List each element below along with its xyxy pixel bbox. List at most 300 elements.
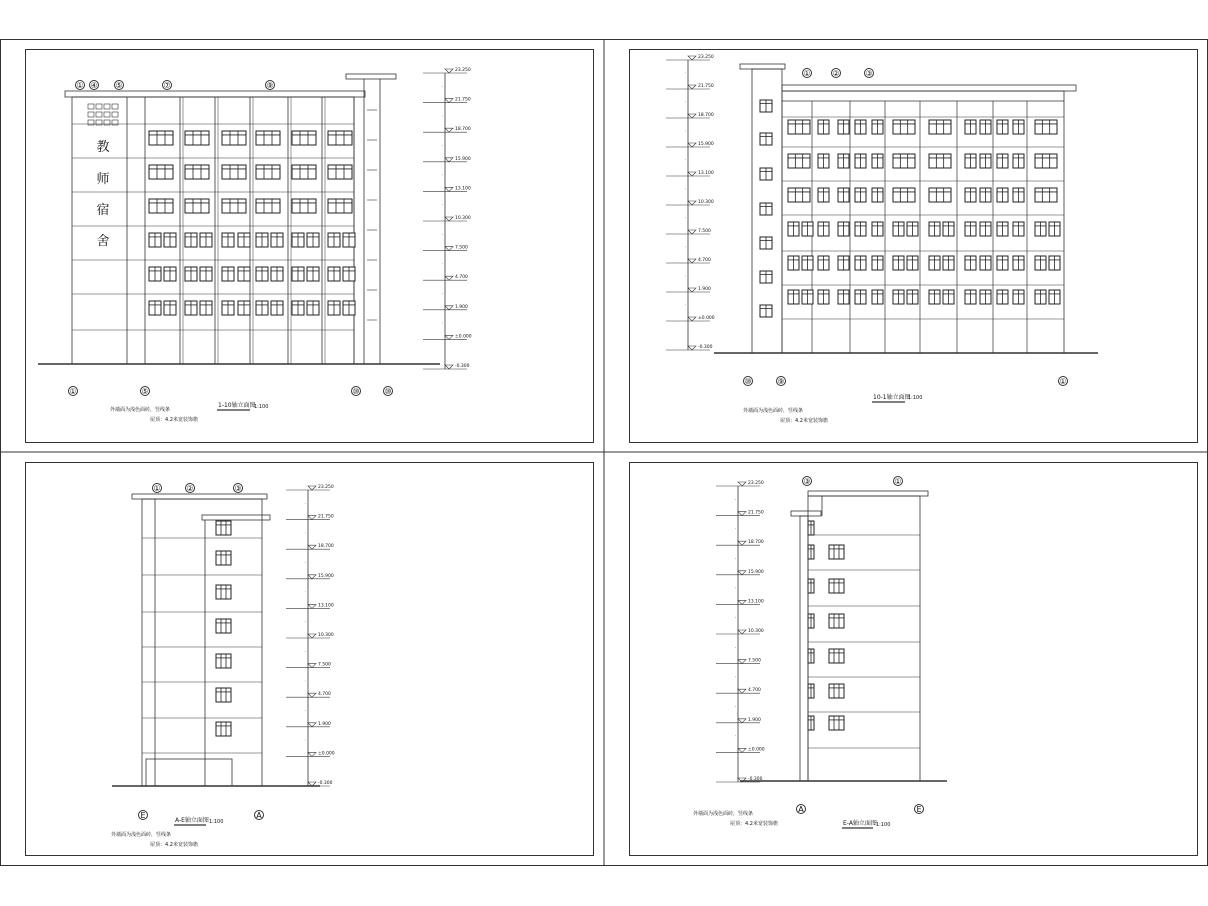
storey-dimension: · (685, 273, 687, 279)
window (343, 301, 355, 315)
window (149, 165, 173, 179)
window-frame (829, 684, 844, 698)
side-a-level-column (286, 484, 335, 786)
axis-bubble (163, 81, 172, 91)
svg-text:③: ③ (803, 477, 811, 486)
drawing-scale: 1:100 (209, 819, 224, 825)
level-label: 18.700 (318, 544, 334, 550)
window (307, 301, 319, 315)
window (929, 120, 951, 134)
window (808, 545, 814, 559)
level-marker (308, 486, 316, 490)
window (216, 654, 231, 668)
level-label: 4.700 (318, 692, 331, 698)
storey-dimension: · (442, 83, 444, 89)
window-frame (149, 199, 173, 213)
stair-roof-cap (740, 64, 785, 69)
window (292, 131, 316, 145)
window (307, 267, 319, 281)
window-frame (829, 716, 844, 730)
drawing-note: 屋顶：4.2米宽装饰檐 (780, 418, 828, 424)
window (222, 267, 234, 281)
building-body (808, 496, 920, 781)
drawing-note: 外墙面为浅色面砖，竖线条 (743, 408, 804, 414)
storey-dimension: · (735, 644, 737, 650)
window-frame (1035, 120, 1057, 134)
level-label: 7.500 (455, 245, 468, 251)
level-label: -0.300 (318, 781, 333, 786)
window-frame (829, 614, 844, 628)
window (893, 154, 915, 168)
svg-text:⑩: ⑩ (384, 387, 392, 396)
window (808, 649, 814, 663)
level-label: 10.300 (698, 200, 714, 205)
window (872, 120, 883, 134)
axis-bubble (352, 387, 361, 397)
level-marker (688, 317, 696, 321)
window (328, 301, 340, 315)
window-frame (328, 199, 352, 213)
level-marker (308, 634, 316, 638)
level-marker (738, 482, 746, 486)
axis-bubble (803, 69, 812, 79)
window-frame (256, 165, 280, 179)
drawing-note: 屋顶：4.2米宽装饰檐 (730, 821, 778, 827)
storey-dimension: · (305, 589, 307, 595)
level-label: 18.700 (748, 540, 764, 546)
storey-dimension: · (735, 733, 737, 739)
window-frame (216, 654, 231, 668)
window (929, 222, 940, 236)
side-b-level-column (716, 480, 765, 782)
window-frame (149, 165, 173, 179)
window (929, 256, 940, 270)
front-elevation-axis-bottom (69, 387, 393, 397)
storey-dimension: · (442, 202, 444, 208)
window-frame (256, 199, 280, 213)
window (997, 222, 1008, 236)
window (943, 256, 954, 270)
level-label: 15.900 (455, 156, 471, 162)
storey-dimension: · (685, 99, 687, 105)
level-marker (738, 630, 746, 634)
drawing-note: 外墙面为浅色面砖，竖线条 (111, 832, 172, 838)
storey-dimension: · (442, 320, 444, 326)
axis-bubble (255, 811, 264, 821)
svg-text:⑤: ⑤ (141, 387, 149, 396)
sign-char-1: 教 (96, 140, 110, 155)
window (808, 579, 814, 593)
window (256, 165, 280, 179)
window (893, 222, 904, 236)
level-label: 10.300 (318, 633, 334, 638)
sign-tile (96, 112, 102, 117)
level-marker (308, 604, 316, 608)
window-frame (222, 199, 246, 213)
drawing-scale: 1:100 (876, 822, 891, 828)
roof-parapet (132, 494, 267, 499)
storey-dimension: · (685, 215, 687, 221)
window-frame (1035, 188, 1057, 202)
window-frame (929, 120, 951, 134)
window (1013, 154, 1024, 168)
storey-dimension: · (442, 261, 444, 267)
window (808, 716, 814, 730)
rear-elevation-axis-top (803, 69, 874, 79)
rear-elevation-level-column (666, 54, 715, 350)
svg-text:⑩: ⑩ (744, 377, 752, 386)
storey-dimension: · (735, 526, 737, 532)
window (893, 188, 915, 202)
window-frame (185, 199, 209, 213)
window (1013, 222, 1024, 236)
window (907, 222, 918, 236)
window (808, 684, 814, 698)
window (256, 233, 268, 247)
level-marker (308, 664, 316, 668)
window (802, 290, 813, 304)
level-marker (445, 276, 453, 280)
window-frame (328, 165, 352, 179)
side-a-axis-top (153, 484, 243, 494)
level-marker (688, 288, 696, 292)
window-frame (292, 165, 316, 179)
window (980, 256, 991, 270)
window (216, 585, 231, 599)
level-marker (445, 99, 453, 103)
window (328, 131, 352, 145)
svg-text:⑦: ⑦ (163, 81, 171, 90)
svg-text:①: ① (1059, 377, 1067, 386)
window (164, 267, 176, 281)
axis-bubble (76, 81, 85, 91)
level-label: 23.250 (748, 481, 764, 486)
window (802, 256, 813, 270)
window (328, 267, 340, 281)
storey-dimension: · (735, 615, 737, 621)
window-frame (216, 551, 231, 565)
svg-text:④: ④ (90, 81, 98, 90)
level-label: 1.900 (318, 721, 331, 727)
window (292, 233, 304, 247)
window-frame (216, 619, 231, 633)
window-frame (216, 521, 231, 535)
window-frame (893, 188, 915, 202)
window (997, 120, 1008, 134)
window (929, 188, 951, 202)
level-label: 1.900 (748, 717, 761, 723)
level-marker (445, 247, 453, 251)
level-marker (738, 719, 746, 723)
level-marker (738, 571, 746, 575)
window-frame (185, 131, 209, 145)
storey-dimension: · (305, 500, 307, 506)
side-b-axis-top (803, 477, 903, 487)
window (760, 133, 772, 145)
window-frame (216, 688, 231, 702)
window (216, 551, 231, 565)
window (965, 188, 976, 202)
window (943, 222, 954, 236)
window (980, 188, 991, 202)
window (965, 154, 976, 168)
window (818, 256, 829, 270)
storey-dimension: · (305, 708, 307, 713)
window (238, 301, 250, 315)
storey-dimension: · (305, 737, 307, 743)
window (185, 301, 197, 315)
sign-char-3: 宿 (96, 203, 110, 218)
window (838, 120, 849, 134)
window (216, 619, 231, 633)
window (149, 233, 161, 247)
level-marker (688, 143, 696, 147)
rear-elevation-axis-bottom (744, 377, 1068, 387)
level-marker (738, 660, 746, 664)
window (838, 256, 849, 270)
window (149, 301, 161, 315)
window (872, 188, 883, 202)
window (328, 233, 340, 247)
axis-bubble (90, 81, 99, 91)
roof-parapet (65, 91, 365, 97)
level-label: 1.900 (698, 287, 711, 292)
window (855, 120, 866, 134)
drawing-scale: 1:100 (908, 395, 923, 401)
level-label: 15.900 (318, 573, 334, 579)
window-frame (788, 154, 810, 168)
level-marker (308, 693, 316, 697)
window (965, 290, 976, 304)
axis-bubble (915, 805, 924, 815)
axis-bubble (384, 387, 393, 397)
window (980, 120, 991, 134)
window (907, 290, 918, 304)
window (965, 120, 976, 134)
svg-text:③: ③ (865, 69, 873, 78)
window (838, 188, 849, 202)
storey-dimension: · (305, 648, 307, 654)
axis-bubble (865, 69, 874, 79)
window (271, 301, 283, 315)
side-elevation-b-drawing (740, 491, 947, 781)
storey-dimension: · (735, 585, 737, 591)
storey-dimension: · (735, 704, 737, 709)
window (149, 131, 173, 145)
window (838, 290, 849, 304)
storey-dimension: · (685, 70, 687, 76)
level-label: 21.750 (455, 97, 471, 103)
level-label: 23.250 (318, 485, 334, 490)
window (1049, 290, 1060, 304)
window (872, 154, 883, 168)
window (980, 290, 991, 304)
window (829, 716, 844, 730)
level-marker (445, 158, 453, 162)
window (788, 154, 810, 168)
window (965, 256, 976, 270)
window (328, 199, 352, 213)
axis-bubble (69, 387, 78, 397)
window (980, 222, 991, 236)
window-frame (292, 131, 316, 145)
axis-bubble (186, 484, 195, 494)
window (818, 290, 829, 304)
window (185, 131, 209, 145)
drawing-title: A-E轴立面图 (175, 817, 209, 824)
level-label: 4.700 (455, 275, 468, 281)
window-frame (829, 545, 844, 559)
svg-text:①: ① (76, 81, 84, 90)
building-body (142, 499, 262, 786)
stair-roof-cap (346, 74, 396, 79)
window-frame (893, 154, 915, 168)
sign-char-4: 舍 (96, 234, 110, 249)
drawing-note: 屋顶：4.2米宽装饰檐 (150, 417, 198, 423)
level-marker (738, 541, 746, 545)
level-marker (738, 748, 746, 752)
level-label: ±0.000 (318, 751, 335, 757)
axis-bubble (153, 484, 162, 494)
panel-border-top-right (630, 50, 1198, 443)
window (216, 722, 231, 736)
sign-tile (112, 112, 118, 117)
level-label: 18.700 (455, 127, 471, 133)
window (808, 521, 814, 535)
svg-text:①: ① (69, 387, 77, 396)
rear-elevation-drawing (714, 64, 1098, 353)
axis-bubble (234, 484, 243, 494)
window-frame (256, 131, 280, 145)
window (222, 233, 234, 247)
window (838, 222, 849, 236)
level-marker (738, 689, 746, 693)
window-frame (788, 188, 810, 202)
level-marker (308, 752, 316, 756)
axis-bubble (266, 81, 275, 91)
svg-text:②: ② (186, 484, 194, 493)
svg-text:⑤: ⑤ (115, 81, 123, 90)
window (271, 233, 283, 247)
level-label: 13.100 (698, 171, 714, 176)
sign-tile (112, 104, 118, 109)
level-marker (445, 306, 453, 310)
level-marker (688, 85, 696, 89)
window (760, 203, 772, 215)
front-elevation-level-column (423, 67, 472, 369)
level-label: 10.300 (455, 216, 471, 221)
window (818, 222, 829, 236)
window (1049, 256, 1060, 270)
window-frame (1035, 154, 1057, 168)
sign-tile (96, 104, 102, 109)
window (1035, 222, 1046, 236)
side-b-axis-bottom (797, 805, 924, 815)
sign-tile (88, 104, 94, 109)
window (307, 233, 319, 247)
axis-bubble (894, 477, 903, 487)
window (760, 100, 772, 112)
window (760, 168, 772, 180)
level-marker (308, 575, 316, 579)
window (222, 165, 246, 179)
storey-dimension: · (442, 143, 444, 148)
window (872, 290, 883, 304)
svg-text:③: ③ (234, 484, 242, 493)
storey-dimension: · (442, 231, 444, 237)
window (1049, 222, 1060, 236)
window (760, 305, 772, 317)
window (292, 267, 304, 281)
svg-text:⑩: ⑩ (352, 387, 360, 396)
drawing-scale: 1:100 (254, 404, 269, 410)
window-frame (328, 131, 352, 145)
level-label: 10.300 (748, 629, 764, 634)
level-label: 21.750 (318, 514, 334, 520)
svg-text:⑨: ⑨ (266, 81, 274, 90)
window (943, 290, 954, 304)
window (829, 649, 844, 663)
window-frame (788, 120, 810, 134)
window (997, 290, 1008, 304)
window (997, 154, 1008, 168)
svg-text:①: ① (803, 69, 811, 78)
level-marker (445, 217, 453, 221)
level-label: -0.300 (455, 364, 470, 369)
axis-bubble (115, 81, 124, 91)
storey-dimension: · (442, 113, 444, 119)
svg-text:①: ① (894, 477, 902, 486)
window (164, 301, 176, 315)
window (829, 545, 844, 559)
window (200, 267, 212, 281)
level-label: 15.900 (748, 569, 764, 575)
level-marker (308, 545, 316, 549)
roof-parapet (808, 491, 928, 496)
window (292, 199, 316, 213)
drawing-title: E-A轴立面图 (843, 820, 877, 827)
window (980, 154, 991, 168)
window (788, 188, 810, 202)
drawing-title: 1-10轴立面图 (218, 402, 256, 409)
window (855, 188, 866, 202)
svg-text:A: A (798, 805, 804, 814)
window (256, 301, 268, 315)
window (929, 290, 940, 304)
front-elevation-vertical-sign (96, 139, 109, 249)
window (829, 614, 844, 628)
window (238, 267, 250, 281)
level-label: 7.500 (698, 229, 711, 234)
axis-bubble (139, 811, 148, 821)
window (838, 154, 849, 168)
axis-bubble (803, 477, 812, 487)
storey-dimension: · (685, 244, 687, 250)
window (1035, 290, 1046, 304)
window (292, 165, 316, 179)
svg-text:E: E (140, 811, 146, 820)
level-label: 4.700 (698, 258, 711, 263)
front-elevation-axis-top (76, 81, 275, 91)
window (185, 199, 209, 213)
window (788, 222, 799, 236)
window (997, 256, 1008, 270)
window (292, 301, 304, 315)
window (238, 233, 250, 247)
level-marker (738, 600, 746, 604)
window (855, 290, 866, 304)
window (256, 131, 280, 145)
